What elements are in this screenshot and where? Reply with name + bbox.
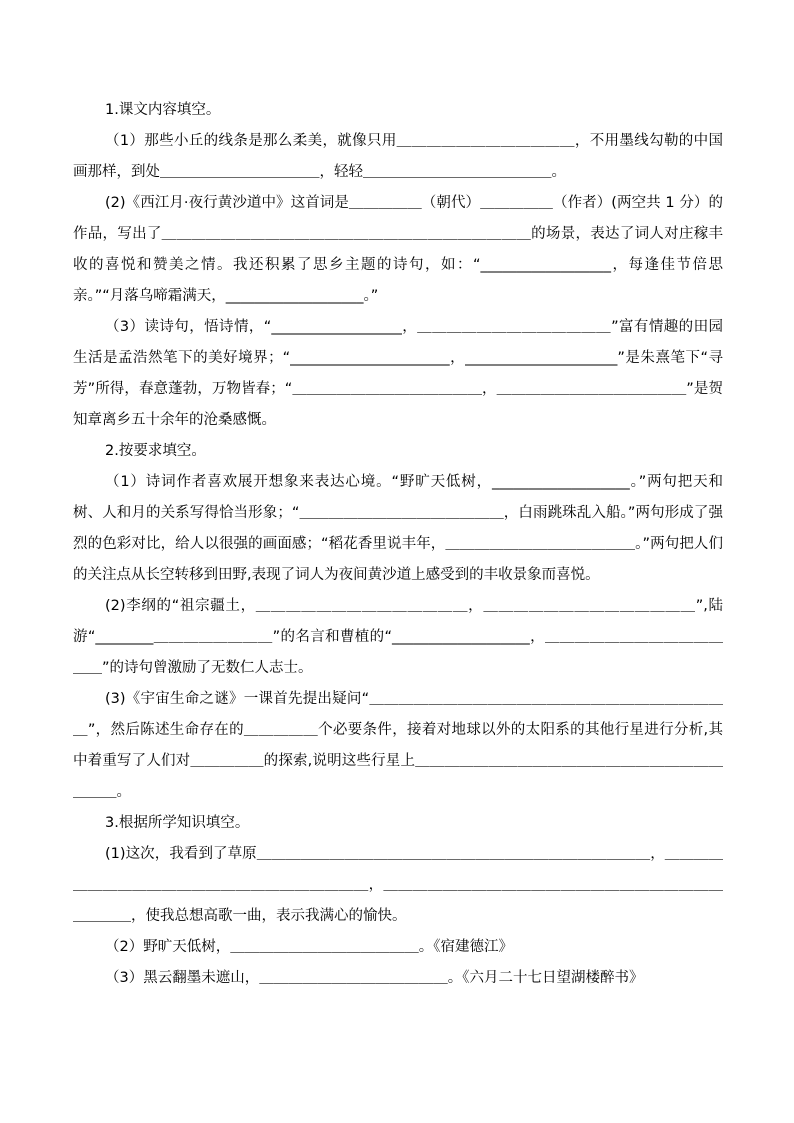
question-2-3: (3)《宇宙生命之谜》一课首先提出疑问“＿＿＿＿＿＿＿＿＿＿＿＿＿＿＿＿＿＿＿＿＿＿＿＿＿”，然后陈述生命存在的＿＿＿＿＿个必要条件，接着对地球以外的太阳系的其他行星进行分析,其中着重写了人们对＿＿＿＿＿的探索,说明这些行星上＿＿＿＿＿＿＿＿＿＿＿＿＿＿＿＿＿＿＿＿＿＿＿＿。 — [73, 691, 723, 800]
section-3-heading: 3.根据所学知识填空。 — [105, 815, 250, 831]
question-1-2: (2)《西江月·夜行黄沙道中》这首词是＿＿＿＿＿（朝代）＿＿＿＿＿（作者）(两空共 1 分）的作品，写出了＿＿＿＿＿＿＿＿＿＿＿＿＿＿＿＿＿＿＿＿＿＿＿＿＿的场景，表达了词人对庄稼丰收的喜悦和赞美之情。我还积累了思乡主题的诗句，如：“__________________，每逢佳节倍思亲。”“月落乌啼霜满天，___________________。” — [73, 195, 723, 304]
question-3-2: （2）野旷天低树，＿＿＿＿＿＿＿＿＿＿＿＿＿。《宿建德江》 — [105, 939, 513, 955]
worksheet — [73, 95, 723, 994]
question-1-3: （3）读诗句，悟诗情，“__________________，＿＿＿＿＿＿＿＿＿＿＿＿＿”富有情趣的田园生活是孟浩然笔下的美好境界；“______________________，_____________________”是朱熹笔下“寻芳”所得，春意蓬勃，万物皆春；“＿＿＿＿＿＿＿＿＿＿＿＿＿，＿＿＿＿＿＿＿＿＿＿＿＿＿”是贺知章离乡五十余年的沧桑感慨。 — [73, 319, 723, 428]
question-3-1: (1)这次，我看到了草原＿＿＿＿＿＿＿＿＿＿＿＿＿＿＿＿＿＿＿＿＿＿＿＿＿＿＿，＿＿＿＿＿＿＿＿＿＿＿＿＿＿＿＿＿＿＿＿＿＿＿＿，＿＿＿＿＿＿＿＿＿＿＿＿＿＿＿＿＿＿＿＿＿＿＿＿＿＿＿，使我总想高歌一曲，表示我满心的愉快。 — [73, 846, 723, 924]
section-1-heading: 1.课文内容填空。 — [105, 102, 221, 118]
section-2-heading: 2.按要求填空。 — [105, 443, 206, 459]
question-1-1: （1）那些小丘的线条是那么柔美，就像只用＿＿＿＿＿＿＿＿＿＿＿＿，不用墨线勾勒的中国画那样，到处＿＿＿＿＿＿＿＿＿＿＿，轻轻＿＿＿＿＿＿＿＿＿＿＿＿＿。 — [73, 133, 723, 180]
question-3-3: （3）黑云翻墨未遮山，＿＿＿＿＿＿＿＿＿＿＿＿＿。《六月二十七日望湖楼醉书》 — [105, 970, 644, 986]
question-2-1: （1）诗词作者喜欢展开想象来表达心境。“野旷天低树，___________________。”两句把天和树、人和月的关系写得恰当形象；“＿＿＿＿＿＿＿＿＿＿＿＿＿＿，白雨跳珠乱入船。”两句形成了强烈的色彩对比，给人以很强的画面感；“稻花香里说丰年，＿＿＿＿＿＿＿＿＿＿＿＿＿。”两句把人们的关注点从长空转移到田野,表现了词人为夜间黄沙道上感受到的丰收景象而喜悦。 — [73, 474, 723, 583]
question-2-2: (2)李纲的“祖宗疆土，＿＿＿＿＿＿＿＿＿＿＿＿＿＿，＿＿＿＿＿＿＿＿＿＿＿＿＿＿”,陆游“________＿＿＿＿＿＿＿＿”的名言和曹植的“___________________，＿＿＿＿＿＿＿＿＿＿＿＿＿＿”的诗句曾激励了无数仁人志士。 — [73, 598, 723, 676]
